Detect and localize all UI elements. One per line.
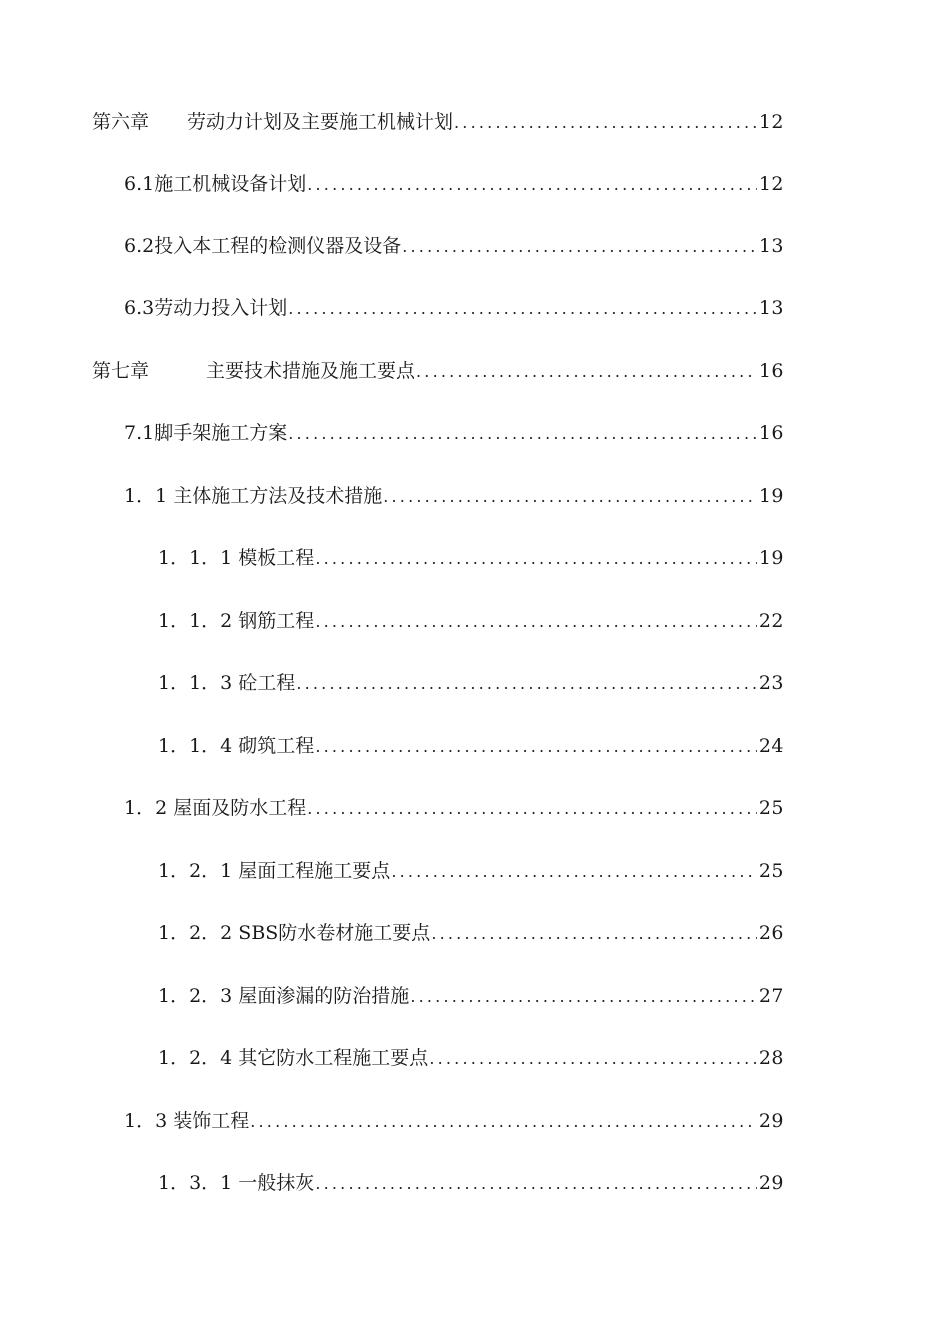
toc-entry-page: 13 [758, 235, 784, 257]
toc-entry-1-1-1[interactable] [158, 543, 784, 573]
toc-entry-label: 6.1施工机械设备计划 [124, 173, 307, 195]
dot-leader [288, 419, 757, 449]
toc-entry-chapter-6[interactable] [92, 107, 784, 137]
toc-entry-label: 6.3劳动力投入计划 [124, 297, 288, 319]
dot-leader [307, 794, 757, 824]
toc-entry-1-2-3[interactable] [158, 981, 784, 1011]
dot-leader [383, 482, 757, 512]
toc-entry-label: 第六章 劳动力计划及主要施工机械计划 [92, 111, 454, 133]
dot-leader [416, 357, 757, 387]
toc-entry-label: 6.2投入本工程的检测仪器及设备 [124, 235, 402, 257]
dot-leader [429, 1044, 757, 1074]
dot-leader [315, 544, 757, 574]
toc-entry-label: 1．2．1 屋面工程施工要点 [158, 860, 391, 882]
toc-entry-label: 1．2．4 其它防水工程施工要点 [158, 1047, 429, 1069]
dot-leader [454, 108, 757, 138]
toc-entry-7-1[interactable] [124, 418, 784, 448]
toc-entry-6-1[interactable] [124, 169, 784, 199]
toc-entry-page: 12 [758, 173, 784, 195]
toc-entry-page: 19 [758, 547, 784, 569]
toc-entry-page: 12 [758, 111, 784, 133]
toc-entry-6-2[interactable] [124, 231, 784, 261]
toc-entry-1-1-3[interactable] [158, 668, 784, 698]
toc-entry-label: 1．1 主体施工方法及技术措施 [124, 485, 383, 507]
toc-entry-chapter-7[interactable] [92, 356, 784, 386]
toc-entry-1-1-4[interactable] [158, 731, 784, 761]
toc-entry-page: 28 [758, 1047, 784, 1069]
toc-entry-label: 1．3．1 一般抹灰 [158, 1172, 315, 1194]
toc-entry-page: 22 [758, 610, 784, 632]
toc-entry-label: 1．3 装饰工程 [124, 1110, 250, 1132]
toc-entry-6-3[interactable] [124, 293, 784, 323]
toc-entry-label: 1．2．2 SBS防水卷材施工要点 [158, 922, 431, 944]
toc-entry-label: 1．1．3 砼工程 [158, 672, 296, 694]
dot-leader [250, 1107, 757, 1137]
toc-entry-page: 13 [758, 297, 784, 319]
toc-entry-page: 23 [758, 672, 784, 694]
dot-leader [402, 232, 757, 262]
toc-entry-page: 19 [758, 485, 784, 507]
toc-entry-1-2-2[interactable] [158, 918, 784, 948]
toc-entry-page: 25 [758, 860, 784, 882]
toc-entry-label: 1．2 屋面及防水工程 [124, 797, 307, 819]
dot-leader [391, 857, 757, 887]
toc-entry-page: 25 [758, 797, 784, 819]
toc-entry-1-2[interactable] [124, 793, 784, 823]
dot-leader [288, 294, 757, 324]
toc-entry-label: 1．1．1 模板工程 [158, 547, 315, 569]
dot-leader [315, 607, 757, 637]
toc-entry-page: 24 [758, 735, 784, 757]
toc-entry-page: 29 [758, 1172, 784, 1194]
toc-entry-label: 7.1脚手架施工方案 [124, 422, 288, 444]
toc-entry-1-2-1[interactable] [158, 856, 784, 886]
toc-entry-page: 16 [758, 360, 784, 382]
dot-leader [307, 170, 757, 200]
dot-leader [296, 669, 757, 699]
toc-entry-page: 16 [758, 422, 784, 444]
toc-entry-1-1[interactable] [124, 481, 784, 511]
toc-entry-label: 1．2．3 屋面渗漏的防治措施 [158, 985, 410, 1007]
dot-leader [431, 919, 757, 949]
toc-entry-1-3-1[interactable] [158, 1168, 784, 1198]
dot-leader [410, 982, 757, 1012]
toc-entry-page: 29 [758, 1110, 784, 1132]
toc-entry-label: 第七章 主要技术措施及施工要点 [92, 360, 416, 382]
toc-entry-page: 26 [758, 922, 784, 944]
toc-entry-label: 1．1．4 砌筑工程 [158, 735, 315, 757]
dot-leader [315, 732, 757, 762]
toc-entry-1-2-4[interactable] [158, 1043, 784, 1073]
toc-entry-page: 27 [758, 985, 784, 1007]
toc-entry-label: 1．1．2 钢筋工程 [158, 610, 315, 632]
toc-entry-1-3[interactable] [124, 1106, 784, 1136]
dot-leader [315, 1169, 757, 1199]
toc-entry-1-1-2[interactable] [158, 606, 784, 636]
